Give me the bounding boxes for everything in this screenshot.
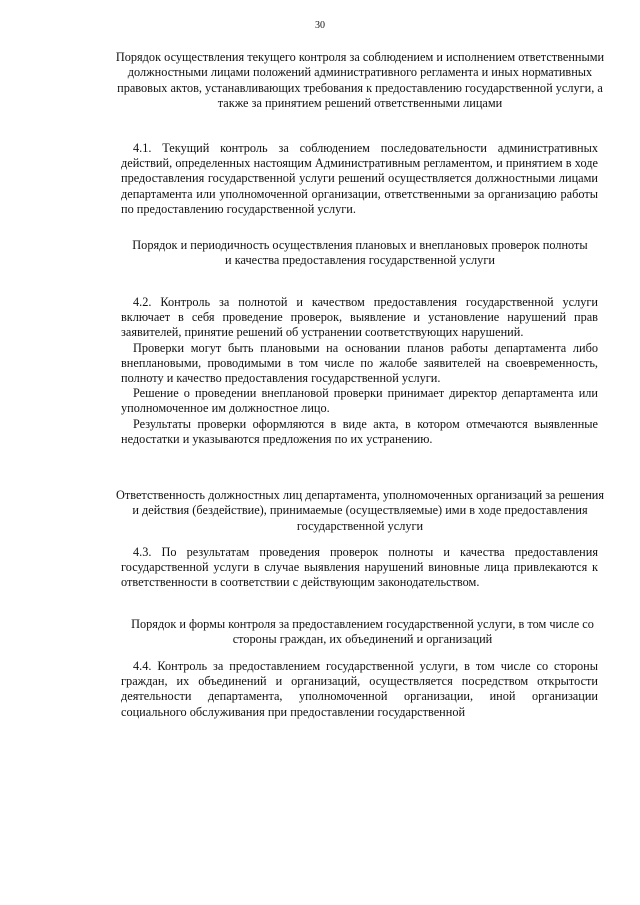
section-body-control-procedure: [121, 141, 598, 217]
paragraph-4-3: 4.3. По результатам проведения проверок полноты и качества предоставления государственной услуги в случае выявления нарушений виновные лица привлекаются к ответственности в соответствии с действующим законодательством.: [121, 545, 598, 590]
paragraph-unscheduled-decision: Решение о проведении внеплановой проверки принимает директор департамента или уполномоченное им должностное лицо.: [121, 386, 598, 416]
paragraph-inspection-types: Проверки могут быть плановыми на основании планов работы департамента либо внеплановыми, проводимыми в том числе по жалобе заявителей на своевременность, полноту и качество предоставления государственной услуги.: [121, 340, 598, 386]
section-heading-control-procedure: Порядок осуществления текущего контроля за соблюдением и исполнением ответственными должностными лицами положений административного регламента и иных нормативных правовых актов, устанавливающих требования к предоставлению государственной услуги, а также за принятием решений ответственными лицами: [115, 50, 605, 111]
paragraph-inspection-results: Результаты проверки оформляются в виде акта, в котором отмечаются выявленные недостатки и указываются предложения по их устранению.: [121, 416, 598, 446]
section-body-control-forms: [121, 659, 598, 720]
section-heading-responsibility: Ответственность должностных лиц департамента, уполномоченных организаций за решения и действия (бездействие), принимаемые (осуществляемые) ими в ходе предоставления государственной услуги: [115, 488, 605, 533]
section-body-responsibility: [121, 545, 598, 591]
section-body-inspections: [121, 295, 598, 447]
paragraph-4-2: 4.2. Контроль за полнотой и качеством предоставления государственной услуги включает в себя проведение проверок, выявление и установление нарушений прав заявителей, принятие решений об устранении соответствующих нарушений.: [121, 295, 598, 340]
paragraph-4-4: 4.4. Контроль за предоставлением государственной услуги, в том числе со стороны граждан, их объединений и организаций, осуществляется посредством открытости деятельности департамента, уполномоченной организации, иной организации социального обслуживания при предоставлении государственной: [121, 659, 598, 719]
paragraph-4-1: 4.1. Текущий контроль за соблюдением последовательности административных действий, определенных настоящим Административным регламентом, и принятием в ходе предоставления государственной услуги решений осуществляется должностными лицами департамента или уполномоченной организации, ответственными за организацию работы по предоставлению государственной услуги.: [121, 141, 598, 216]
section-heading-inspections: Порядок и периодичность осуществления плановых и внеплановых проверок полноты и качества предоставления государственной услуги: [132, 238, 588, 268]
page-number: 30: [315, 20, 325, 31]
section-heading-control-forms: Порядок и формы контроля за предоставлением государственной услуги, в том числе со стороны граждан, их объединений и организаций: [131, 617, 594, 647]
